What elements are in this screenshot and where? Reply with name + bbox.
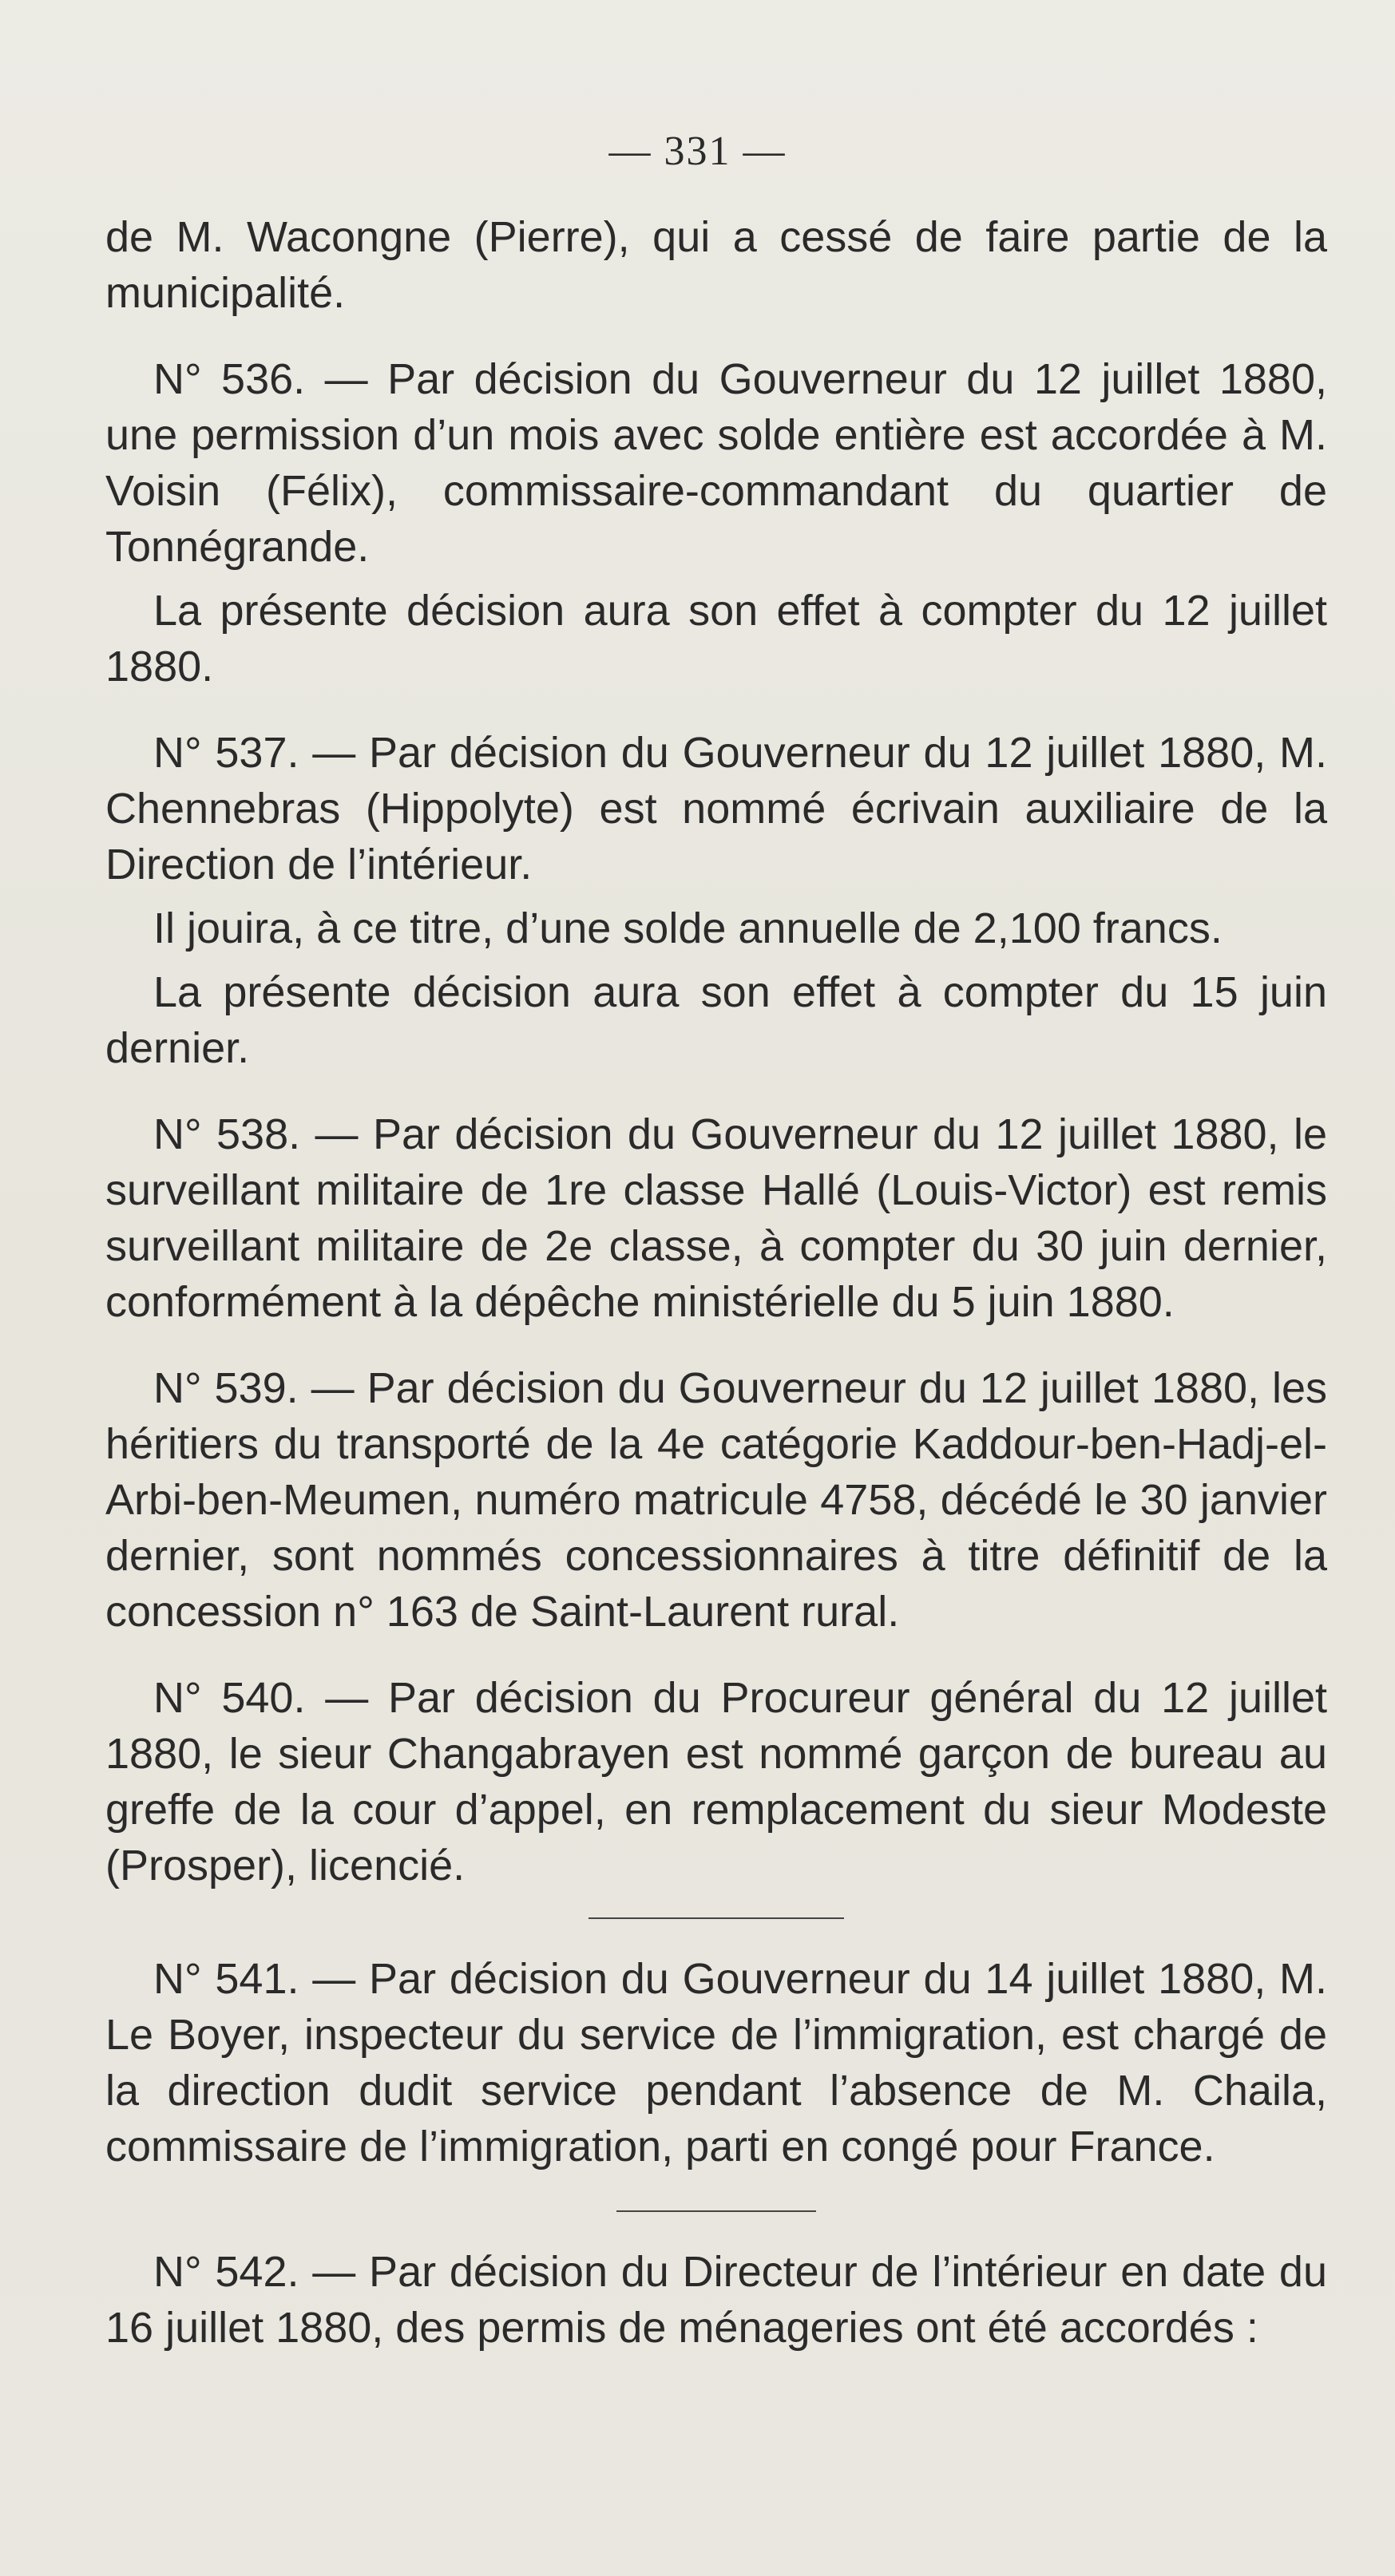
page-number: — 331 —: [608, 129, 787, 174]
paragraph-542: N° 542. — Par décision du Directeur de l’intérieur en date du 16 juillet 1880, des permis de ménageries ont été accordés :: [105, 2248, 1327, 2352]
paragraph-537-salary: Il jouira, à ce titre, d’une solde annuelle de 2,100 francs.: [153, 904, 1223, 952]
document-body: [105, 209, 1327, 2356]
paragraph-536-effect: La présente décision aura son effet à compter du 12 juillet 1880.: [105, 587, 1327, 690]
paragraph-536: N° 536. — Par décision du Gouverneur du 12 juillet 1880, une permission d’un mois avec solde entière est accordée à M. Voisin (Félix), commissaire-commandant du quartier de Tonnégrande.: [105, 355, 1327, 571]
separator-rule: [616, 2210, 816, 2212]
paragraph-538: N° 538. — Par décision du Gouverneur du 12 juillet 1880, le surveillant militaire de 1re classe Hallé (Louis-Victor) est remis surveillant militaire de 2e classe, à compter du 30 juin dernier, conformément à la dépêche ministérielle du 5 juin 1880.: [105, 1110, 1327, 1326]
paragraph-539: N° 539. — Par décision du Gouverneur du 12 juillet 1880, les héritiers du transporté de la 4e catégorie Kaddour-ben-Hadj-el-Arbi-ben-Meumen, numéro matricule 4758, décédé le 30 janvier dernier, sont nommés concessionnaires à titre définitif de la concession n° 163 de Saint-Laurent rural.: [105, 1364, 1327, 1636]
paragraph-continuation: de M. Wacongne (Pierre), qui a cessé de faire partie de la municipalité.: [105, 213, 1327, 317]
paragraph-541: N° 541. — Par décision du Gouverneur du 14 juillet 1880, M. Le Boyer, inspecteur du service de l’immigration, est chargé de la direction dudit service pendant l’absence de M. Chaila, commissaire de l’immigration, parti en congé pour France.: [105, 1955, 1327, 2170]
paragraph-540: N° 540. — Par décision du Procureur général du 12 juillet 1880, le sieur Changabrayen est nommé garçon de bureau au greffe de la cour d’appel, en remplacement du sieur Modeste (Prosper), licencié.: [105, 1674, 1327, 1889]
paragraph-537: N° 537. — Par décision du Gouverneur du 12 juillet 1880, M. Chennebras (Hippolyte) est nommé écrivain auxiliaire de la Direction de l’intérieur.: [105, 729, 1327, 888]
separator-rule: [589, 1917, 844, 1919]
paragraph-537-effect: La présente décision aura son effet à compter du 15 juin dernier.: [105, 968, 1327, 1072]
